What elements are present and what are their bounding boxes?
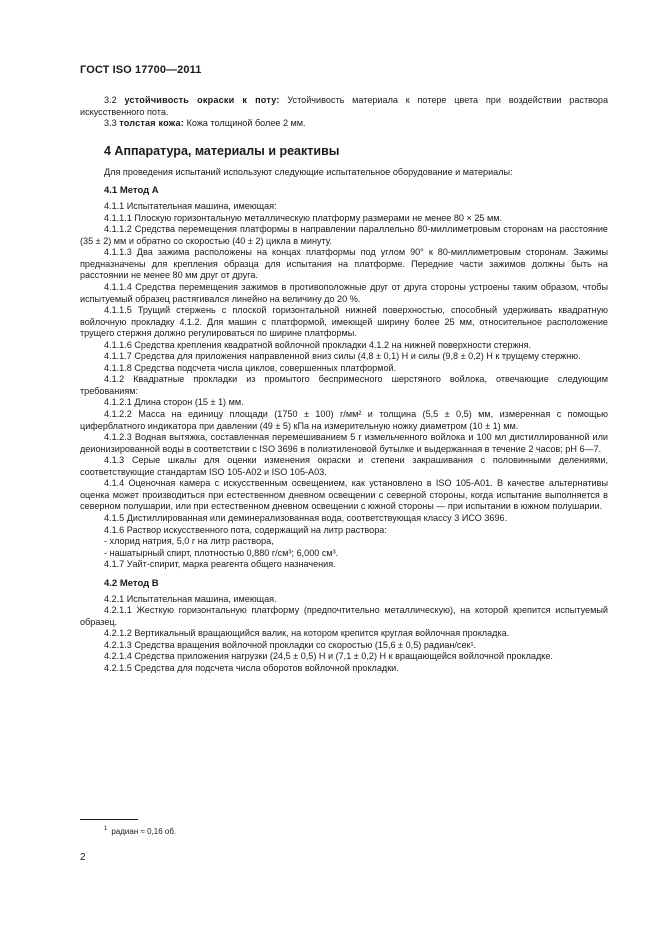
definition-number: 3.3 [104, 118, 117, 129]
footnote-divider [80, 819, 138, 820]
clause-4-1-1-8: 4.1.1.8 Средства подсчета числа циклов, совершенных платформой. [104, 362, 397, 373]
method-b-heading: 4.2 Метод В [104, 577, 159, 589]
clause-4-1-1-4: 4.1.1.4 Средства перемещения зажимов в противоположные друг от друга стороны устроены таким образом, чтобы испытуемый образец растягивался линейно на величину до 20 %. [80, 282, 608, 304]
clause-4-2-1-2: 4.2.1.2 Вертикальный вращающийся валик, на котором крепится круглая войлочная прокладка. [104, 628, 510, 639]
section-4-heading: 4 Аппаратура, материалы и реактивы [104, 143, 340, 158]
footnote-mark: 1 [104, 826, 108, 832]
clause-4-1-2-3: 4.1.2.3 Водная вытяжка, составленная перемешиванием 5 г измельченного войлока и 100 мл дистиллированной или деионизированной воды в соответствии с ISO 3696 в полиэтиленовой бутылке и выдержанная в течение 2 часов; pH 6—7. [80, 432, 608, 454]
clause-4-1-2-2: 4.1.2.2 Масса на единицу площади (1750 ± 100) г/мм² и толщина (5,5 ± 0,5) мм, измеренная с помощью циферблатного индикатора при давлении (49 ± 5) кПа на измерительную ножку диаметром (10 ± 1) мм. [80, 409, 608, 431]
page-content [80, 95, 608, 675]
clause-4-1-1-3: 4.1.1.3 Два зажима расположены на концах платформы под углом 90° к 80-миллиметровым сторонам. Зажимы предназначены для крепления образца для испытания на платформе. Передние части зажимов должны быть на расстоянии не менее 80 мм друг от друга. [80, 247, 608, 281]
page-number: 2 [80, 852, 86, 863]
list-item: - нашатырный спирт, плотностью 0,880 г/см³; 6,000 см³. [104, 547, 339, 558]
footnote-text: радиан ≈ 0,16 об. [111, 827, 177, 836]
clause-4-2-1-3: 4.2.1.3 Средства вращения войлочной прокладки со скоростью (15,6 ± 0,5) радиан/сек¹. [104, 639, 477, 650]
clause-4-1-7: 4.1.7 Уайт-спирит, марка реагента общего назначения. [104, 559, 336, 570]
footnote [104, 824, 176, 837]
definition-number: 3.2 [104, 95, 117, 105]
standard-header: ГОСТ ISO 17700—2011 [80, 64, 202, 76]
clause-4-2-1-5: 4.2.1.5 Средства для подсчета числа оборотов войлочной прокладки. [104, 662, 399, 673]
clause-4-1-3: 4.1.3 Серые шкалы для оценки изменения окраски и степени закрашивания с половинными делениями, соответствующие стандартам ISO 105-A02 и ISO 105-A03. [80, 455, 608, 477]
clause-4-2-1-4: 4.2.1.4 Средства приложения нагрузки (24,5 ± 0,5) Н и (7,1 ± 0,2) Н к вращающейся войлочной прокладке. [104, 651, 553, 662]
clause-4-2-1-1: 4.2.1.1 Жесткую горизонтальную платформу (предпочтительно металлическую), на которой крепится испытуемый образец. [80, 605, 608, 627]
definition-text: Устойчивость материала к потере цвета при воздействии раствора искусственного пота. [80, 95, 609, 117]
clause-4-1-1-1: 4.1.1.1 Плоскую горизонтальную металлическую платформу размерами не менее 80 × 25 мм. [104, 212, 503, 223]
definition-term: толстая кожа: [119, 118, 185, 129]
clause-4-1-4: 4.1.4 Оценочная камера с искусственным освещением, как установлено в ISO 105-A01. В качестве альтернативы оценка может производиться при естественном дневном освещении с северной стороны, когда испытание выполняется в северном полушарии, или при естественном дневном освещении с южной стороны — при испытании в южном полушарии. [80, 478, 608, 512]
definition-text: Кожа толщиной более 2 мм. [186, 118, 306, 129]
method-a-heading: 4.1 Метод А [104, 185, 159, 197]
clause-4-1-2: 4.1.2 Квадратные прокладки из промытого беспримесного шерстяного войлока, отвечающие следующим требованиям: [80, 374, 608, 396]
clause-4-1-2-1: 4.1.2.1 Длина сторон (15 ± 1) мм. [104, 397, 244, 408]
list-item: - хлорид натрия, 5,0 г на литр раствора, [104, 536, 274, 547]
clause-4-1-1-6: 4.1.1.6 Средства крепления квадратной войлочной прокладки 4.1.2 на нижней поверхности стержня. [104, 339, 532, 350]
clause-4-1-1-2: 4.1.1.2 Средства перемещения платформы в направлении параллельно 80-миллиметровым сторонам на расстояние (35 ± 2) мм и обратно со скоростью (40 ± 2) цикла в минуту. [80, 224, 608, 246]
clause-4-1-6: 4.1.6 Раствор искусственного пота, содержащий на литр раствора: [104, 524, 387, 535]
definition-3-3 [80, 118, 608, 130]
clause-4-1-5: 4.1.5 Дистиллированная или деминерализованная вода, соответствующая классу 3 ИСО 3696. [104, 512, 508, 523]
clause-4-1-1: 4.1.1 Испытательная машина, имеющая: [104, 201, 277, 212]
clause-4-2-1: 4.2.1 Испытательная машина, имеющая. [104, 593, 277, 604]
clause-4-1-1-5: 4.1.1.5 Трущий стержень с плоской горизонтальной нижней поверхностью, способный удерживать квадратную войлочную прокладку 4.1.2. Для машин с платформой, имеющей ширину более 25 мм, относительное расположение трущего стержня должно регулироваться по ширине платформы. [80, 305, 608, 339]
definition-3-2 [80, 95, 608, 118]
definition-term: устойчивость окраски к поту: [124, 95, 280, 105]
clause-4-1-1-7: 4.1.1.7 Средства для приложения направленной вниз силы (4,8 ± 0,1) Н и силы (9,8 ± 0,2) Н к трущему стержню. [104, 351, 581, 362]
intro-paragraph: Для проведения испытаний используют следующие испытательное оборудование и материалы: [104, 166, 513, 177]
